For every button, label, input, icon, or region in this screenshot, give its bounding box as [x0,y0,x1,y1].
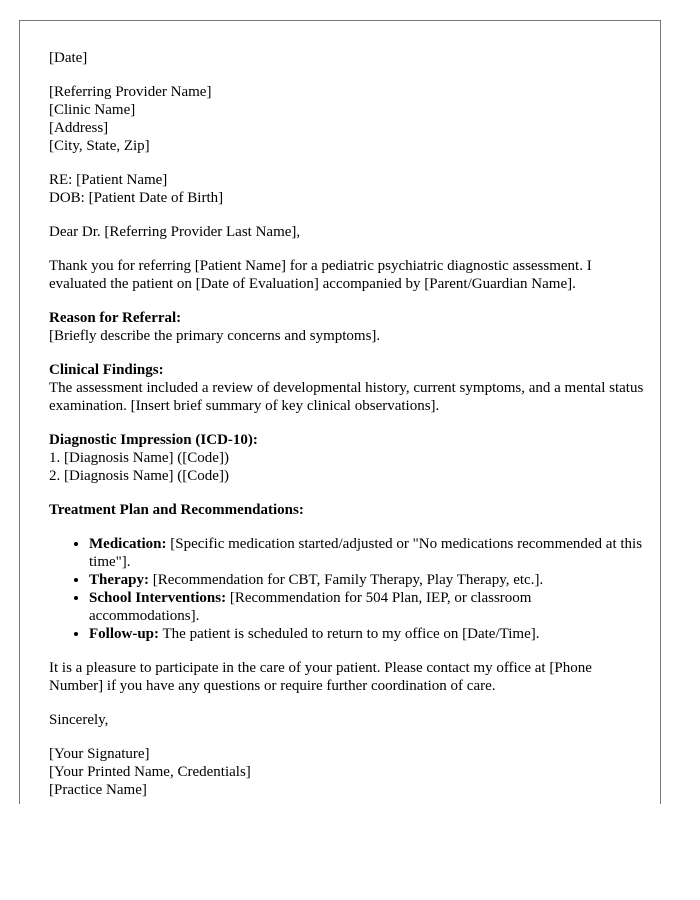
treatment-item-text: [Recommendation for 504 Plan, IEP, or classroom accommodations]. [89,590,532,624]
re-patient-dob: DOB: [Patient Date of Birth] [49,190,224,206]
practice-name: [Practice Name] [49,782,147,798]
treatment-item-text: [Specific medication started/adjusted or "No medications recommended at this time"]. [89,536,643,570]
signature-line: [Your Signature] [49,746,150,762]
diagnosis-section [49,431,644,485]
diagnosis-item: 1. [Diagnosis Name] ([Code]) [49,450,229,466]
findings-section [49,361,644,415]
diagnosis-heading: Diagnostic Impression (ICD-10): [49,432,258,448]
signature-block [49,745,644,799]
intro-paragraph: Thank you for referring [Patient Name] for a pediatric psychiatric diagnostic assessment. I evaluated the patient on [Date of Evaluation] accompanied by [Parent/Guardian Name]. [49,258,592,292]
treatment-item-follow-up [89,625,644,643]
letter-body [49,49,644,804]
findings-body: The assessment included a review of developmental history, current symptoms, and a mental status examination. [Insert brief summary of key clinical observations]. [49,380,644,414]
printed-name: [Your Printed Name, Credentials] [49,764,251,780]
recipient-address: [Address] [49,120,109,136]
recipient-city-state-zip: [City, State, Zip] [49,138,150,154]
recipient-block [49,83,644,155]
treatment-item-label: Follow-up: [89,626,160,642]
treatment-heading [49,501,644,519]
findings-heading: Clinical Findings: [49,362,164,378]
letter-date: [Date] [49,50,88,66]
closing-paragraph: It is a pleasure to participate in the care of your patient. Please contact my office at [Phone Number] if you have any questions or require further coordination of care. [49,660,592,694]
diagnosis-item: 2. [Diagnosis Name] ([Code]) [49,468,229,484]
reason-heading: Reason for Referral: [49,310,182,326]
recipient-clinic-name: [Clinic Name] [49,102,136,118]
recipient-provider-name: [Referring Provider Name] [49,84,212,100]
sign-off: Sincerely, [49,712,109,728]
reason-section [49,309,644,345]
treatment-item-medication [89,535,644,571]
letter-page [19,20,661,804]
reason-body: [Briefly describe the primary concerns and symptoms]. [49,328,381,344]
treatment-item-school [89,589,644,625]
re-patient-name: RE: [Patient Name] [49,172,168,188]
treatment-item-label: School Interventions: [89,590,227,606]
treatment-item-label: Medication: [89,536,167,552]
treatment-list [49,535,644,643]
treatment-item-therapy [89,571,644,589]
treatment-heading-text: Treatment Plan and Recommendations: [49,502,304,518]
salutation: Dear Dr. [Referring Provider Last Name], [49,224,301,240]
treatment-item-label: Therapy: [89,572,149,588]
treatment-item-text: [Recommendation for CBT, Family Therapy, Play Therapy, etc.]. [149,572,544,588]
re-block [49,171,644,207]
treatment-item-text: The patient is scheduled to return to my office on [Date/Time]. [159,626,540,642]
